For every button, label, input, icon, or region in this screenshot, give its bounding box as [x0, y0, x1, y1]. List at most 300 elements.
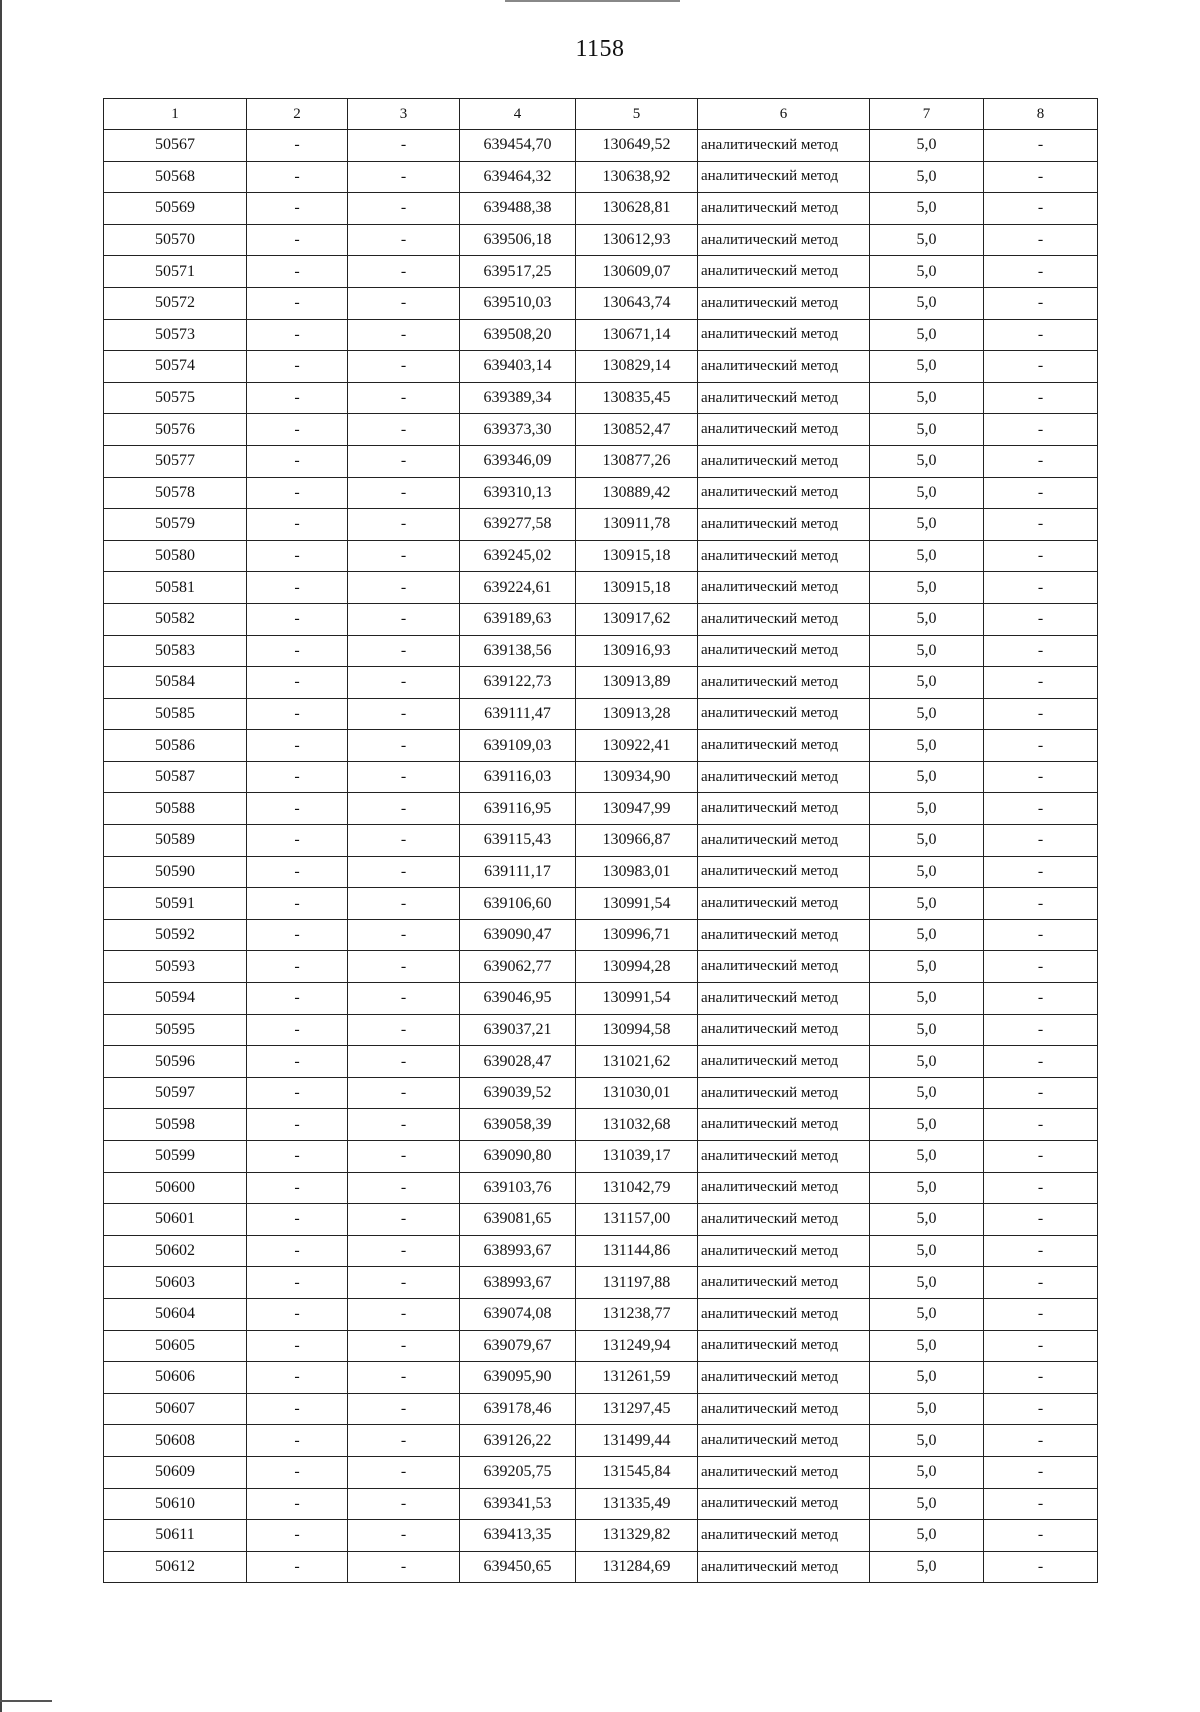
cell-col-3-value: - — [348, 1520, 460, 1552]
header-col-7: 7 — [870, 99, 984, 130]
cell-point-number: 50592 — [104, 919, 247, 951]
cell-col-2-value: - — [247, 1488, 348, 1520]
cell-y-coordinate: 130638,92 — [576, 161, 698, 193]
cell-x-coordinate: 639079,67 — [460, 1330, 576, 1362]
cell-method: аналитический метод — [698, 761, 870, 793]
cell-method: аналитический метод — [698, 1267, 870, 1299]
cell-col-8-value: - — [984, 1393, 1098, 1425]
cell-accuracy: 5,0 — [870, 256, 984, 288]
cell-col-3-value: - — [348, 572, 460, 604]
cell-col-3-value: - — [348, 130, 460, 162]
cell-accuracy: 5,0 — [870, 856, 984, 888]
cell-point-number: 50606 — [104, 1362, 247, 1394]
cell-accuracy: 5,0 — [870, 1456, 984, 1488]
cell-method: аналитический метод — [698, 319, 870, 351]
cell-point-number: 50574 — [104, 351, 247, 383]
cell-x-coordinate: 639062,77 — [460, 951, 576, 983]
cell-y-coordinate: 131157,00 — [576, 1204, 698, 1236]
cell-col-3-value: - — [348, 477, 460, 509]
cell-col-8-value: - — [984, 667, 1098, 699]
cell-accuracy: 5,0 — [870, 983, 984, 1015]
cell-col-2-value: - — [247, 193, 348, 225]
cell-y-coordinate: 131144,86 — [576, 1235, 698, 1267]
cell-col-2-value: - — [247, 509, 348, 541]
cell-col-2-value: - — [247, 287, 348, 319]
cell-point-number: 50572 — [104, 287, 247, 319]
cell-method: аналитический метод — [698, 1172, 870, 1204]
cell-col-2-value: - — [247, 888, 348, 920]
cell-col-3-value: - — [348, 1298, 460, 1330]
cell-y-coordinate: 130671,14 — [576, 319, 698, 351]
cell-y-coordinate: 130911,78 — [576, 509, 698, 541]
cell-col-8-value: - — [984, 351, 1098, 383]
cell-col-3-value: - — [348, 1109, 460, 1141]
cell-accuracy: 5,0 — [870, 1204, 984, 1236]
cell-point-number: 50585 — [104, 698, 247, 730]
table-row — [104, 319, 1098, 351]
cell-point-number: 50575 — [104, 382, 247, 414]
cell-col-8-value: - — [984, 161, 1098, 193]
cell-x-coordinate: 639508,20 — [460, 319, 576, 351]
header-col-8: 8 — [984, 99, 1098, 130]
cell-col-2-value: - — [247, 1235, 348, 1267]
cell-x-coordinate: 639277,58 — [460, 509, 576, 541]
cell-x-coordinate: 639103,76 — [460, 1172, 576, 1204]
cell-y-coordinate: 130877,26 — [576, 445, 698, 477]
cell-y-coordinate: 130649,52 — [576, 130, 698, 162]
cell-col-2-value: - — [247, 414, 348, 446]
cell-point-number: 50587 — [104, 761, 247, 793]
cell-x-coordinate: 639178,46 — [460, 1393, 576, 1425]
cell-accuracy: 5,0 — [870, 825, 984, 857]
cell-col-8-value: - — [984, 1362, 1098, 1394]
cell-col-8-value: - — [984, 983, 1098, 1015]
table-row — [104, 1551, 1098, 1583]
cell-point-number: 50605 — [104, 1330, 247, 1362]
cell-x-coordinate: 639090,47 — [460, 919, 576, 951]
cell-accuracy: 5,0 — [870, 1267, 984, 1299]
cell-point-number: 50595 — [104, 1014, 247, 1046]
table-row — [104, 698, 1098, 730]
cell-col-3-value: - — [348, 1551, 460, 1583]
cell-y-coordinate: 130994,58 — [576, 1014, 698, 1046]
cell-method: аналитический метод — [698, 477, 870, 509]
cell-point-number: 50578 — [104, 477, 247, 509]
cell-accuracy: 5,0 — [870, 951, 984, 983]
cell-y-coordinate: 131545,84 — [576, 1456, 698, 1488]
cell-accuracy: 5,0 — [870, 793, 984, 825]
cell-y-coordinate: 130947,99 — [576, 793, 698, 825]
cell-method: аналитический метод — [698, 1077, 870, 1109]
table-row — [104, 1488, 1098, 1520]
cell-col-3-value: - — [348, 256, 460, 288]
cell-method: аналитический метод — [698, 1362, 870, 1394]
table-row — [104, 256, 1098, 288]
table-row — [104, 793, 1098, 825]
cell-col-2-value: - — [247, 856, 348, 888]
table-row — [104, 130, 1098, 162]
cell-accuracy: 5,0 — [870, 1109, 984, 1141]
cell-accuracy: 5,0 — [870, 1077, 984, 1109]
cell-col-2-value: - — [247, 730, 348, 762]
cell-col-8-value: - — [984, 1330, 1098, 1362]
cell-col-3-value: - — [348, 1425, 460, 1457]
cell-y-coordinate: 131335,49 — [576, 1488, 698, 1520]
cell-x-coordinate: 639126,22 — [460, 1425, 576, 1457]
cell-x-coordinate: 639245,02 — [460, 540, 576, 572]
cell-accuracy: 5,0 — [870, 414, 984, 446]
cell-col-2-value: - — [247, 635, 348, 667]
header-col-5: 5 — [576, 99, 698, 130]
cell-x-coordinate: 639046,95 — [460, 983, 576, 1015]
cell-y-coordinate: 130612,93 — [576, 224, 698, 256]
cell-y-coordinate: 130996,71 — [576, 919, 698, 951]
cell-method: аналитический метод — [698, 730, 870, 762]
cell-y-coordinate: 131197,88 — [576, 1267, 698, 1299]
cell-col-2-value: - — [247, 1425, 348, 1457]
cell-method: аналитический метод — [698, 130, 870, 162]
cell-col-8-value: - — [984, 1204, 1098, 1236]
table-row — [104, 1235, 1098, 1267]
cell-method: аналитический метод — [698, 1488, 870, 1520]
header-col-2: 2 — [247, 99, 348, 130]
cell-accuracy: 5,0 — [870, 919, 984, 951]
cell-x-coordinate: 639346,09 — [460, 445, 576, 477]
table-row — [104, 856, 1098, 888]
cell-col-2-value: - — [247, 572, 348, 604]
cell-col-8-value: - — [984, 1235, 1098, 1267]
cell-col-2-value: - — [247, 256, 348, 288]
cell-x-coordinate: 639116,95 — [460, 793, 576, 825]
cell-y-coordinate: 130991,54 — [576, 983, 698, 1015]
cell-col-2-value: - — [247, 1298, 348, 1330]
table-row — [104, 193, 1098, 225]
table-row — [104, 888, 1098, 920]
cell-col-3-value: - — [348, 1014, 460, 1046]
cell-x-coordinate: 639039,52 — [460, 1077, 576, 1109]
cell-col-2-value: - — [247, 1456, 348, 1488]
cell-col-2-value: - — [247, 1267, 348, 1299]
cell-col-2-value: - — [247, 1141, 348, 1173]
cell-y-coordinate: 130991,54 — [576, 888, 698, 920]
cell-col-3-value: - — [348, 1204, 460, 1236]
table-row — [104, 382, 1098, 414]
cell-accuracy: 5,0 — [870, 287, 984, 319]
cell-col-2-value: - — [247, 951, 348, 983]
table-row — [104, 161, 1098, 193]
cell-y-coordinate: 130852,47 — [576, 414, 698, 446]
cell-accuracy: 5,0 — [870, 445, 984, 477]
table-row — [104, 603, 1098, 635]
cell-y-coordinate: 130922,41 — [576, 730, 698, 762]
cell-method: аналитический метод — [698, 287, 870, 319]
cell-accuracy: 5,0 — [870, 572, 984, 604]
scan-edge-top — [505, 0, 680, 2]
table-row — [104, 287, 1098, 319]
cell-col-8-value: - — [984, 414, 1098, 446]
page-number: 1158 — [575, 36, 625, 62]
table-row — [104, 1520, 1098, 1552]
cell-x-coordinate: 639506,18 — [460, 224, 576, 256]
cell-col-8-value: - — [984, 1456, 1098, 1488]
cell-x-coordinate: 639341,53 — [460, 1488, 576, 1520]
cell-col-8-value: - — [984, 540, 1098, 572]
cell-col-3-value: - — [348, 1141, 460, 1173]
cell-col-8-value: - — [984, 256, 1098, 288]
cell-point-number: 50599 — [104, 1141, 247, 1173]
cell-accuracy: 5,0 — [870, 1488, 984, 1520]
cell-y-coordinate: 130835,45 — [576, 382, 698, 414]
cell-col-8-value: - — [984, 509, 1098, 541]
cell-method: аналитический метод — [698, 1141, 870, 1173]
cell-x-coordinate: 639310,13 — [460, 477, 576, 509]
cell-col-2-value: - — [247, 1109, 348, 1141]
cell-col-8-value: - — [984, 382, 1098, 414]
cell-accuracy: 5,0 — [870, 540, 984, 572]
header-col-3: 3 — [348, 99, 460, 130]
cell-x-coordinate: 639510,03 — [460, 287, 576, 319]
cell-col-3-value: - — [348, 224, 460, 256]
cell-accuracy: 5,0 — [870, 603, 984, 635]
cell-method: аналитический метод — [698, 667, 870, 699]
cell-accuracy: 5,0 — [870, 1520, 984, 1552]
cell-y-coordinate: 130916,93 — [576, 635, 698, 667]
cell-col-3-value: - — [348, 635, 460, 667]
cell-col-8-value: - — [984, 825, 1098, 857]
cell-point-number: 50583 — [104, 635, 247, 667]
table-row — [104, 1298, 1098, 1330]
table-row — [104, 1172, 1098, 1204]
cell-x-coordinate: 639109,03 — [460, 730, 576, 762]
cell-col-8-value: - — [984, 603, 1098, 635]
cell-col-2-value: - — [247, 477, 348, 509]
cell-accuracy: 5,0 — [870, 319, 984, 351]
cell-col-2-value: - — [247, 445, 348, 477]
cell-col-2-value: - — [247, 1077, 348, 1109]
cell-col-8-value: - — [984, 1172, 1098, 1204]
cell-y-coordinate: 131249,94 — [576, 1330, 698, 1362]
cell-col-2-value: - — [247, 983, 348, 1015]
cell-col-2-value: - — [247, 351, 348, 383]
cell-method: аналитический метод — [698, 445, 870, 477]
cell-x-coordinate: 639138,56 — [460, 635, 576, 667]
cell-col-8-value: - — [984, 224, 1098, 256]
cell-x-coordinate: 639122,73 — [460, 667, 576, 699]
cell-y-coordinate: 131032,68 — [576, 1109, 698, 1141]
cell-col-2-value: - — [247, 1330, 348, 1362]
cell-col-3-value: - — [348, 509, 460, 541]
cell-x-coordinate: 638993,67 — [460, 1267, 576, 1299]
cell-accuracy: 5,0 — [870, 1425, 984, 1457]
cell-y-coordinate: 130628,81 — [576, 193, 698, 225]
cell-col-8-value: - — [984, 1267, 1098, 1299]
cell-col-2-value: - — [247, 793, 348, 825]
cell-col-8-value: - — [984, 1520, 1098, 1552]
table-row — [104, 919, 1098, 951]
table-row — [104, 761, 1098, 793]
cell-point-number: 50569 — [104, 193, 247, 225]
cell-y-coordinate: 131329,82 — [576, 1520, 698, 1552]
cell-x-coordinate: 639464,32 — [460, 161, 576, 193]
cell-col-3-value: - — [348, 319, 460, 351]
table-row — [104, 1425, 1098, 1457]
cell-method: аналитический метод — [698, 414, 870, 446]
cell-col-3-value: - — [348, 761, 460, 793]
cell-col-3-value: - — [348, 1330, 460, 1362]
cell-point-number: 50604 — [104, 1298, 247, 1330]
cell-col-3-value: - — [348, 1046, 460, 1078]
cell-point-number: 50610 — [104, 1488, 247, 1520]
cell-y-coordinate: 130983,01 — [576, 856, 698, 888]
cell-y-coordinate: 130934,90 — [576, 761, 698, 793]
cell-accuracy: 5,0 — [870, 382, 984, 414]
cell-y-coordinate: 131297,45 — [576, 1393, 698, 1425]
cell-accuracy: 5,0 — [870, 1393, 984, 1425]
table-row — [104, 572, 1098, 604]
cell-col-2-value: - — [247, 1046, 348, 1078]
cell-accuracy: 5,0 — [870, 224, 984, 256]
cell-method: аналитический метод — [698, 951, 870, 983]
cell-accuracy: 5,0 — [870, 1551, 984, 1583]
cell-method: аналитический метод — [698, 825, 870, 857]
table-row — [104, 1109, 1098, 1141]
cell-col-3-value: - — [348, 919, 460, 951]
cell-method: аналитический метод — [698, 224, 870, 256]
cell-col-3-value: - — [348, 730, 460, 762]
cell-accuracy: 5,0 — [870, 761, 984, 793]
cell-method: аналитический метод — [698, 256, 870, 288]
cell-col-2-value: - — [247, 1204, 348, 1236]
cell-point-number: 50611 — [104, 1520, 247, 1552]
cell-method: аналитический метод — [698, 1393, 870, 1425]
cell-col-3-value: - — [348, 382, 460, 414]
cell-col-3-value: - — [348, 1456, 460, 1488]
cell-col-8-value: - — [984, 919, 1098, 951]
cell-col-2-value: - — [247, 540, 348, 572]
cell-x-coordinate: 639081,65 — [460, 1204, 576, 1236]
cell-col-3-value: - — [348, 351, 460, 383]
header-col-4: 4 — [460, 99, 576, 130]
cell-point-number: 50577 — [104, 445, 247, 477]
cell-y-coordinate: 130643,74 — [576, 287, 698, 319]
table-row — [104, 351, 1098, 383]
cell-accuracy: 5,0 — [870, 888, 984, 920]
cell-accuracy: 5,0 — [870, 1014, 984, 1046]
cell-accuracy: 5,0 — [870, 1235, 984, 1267]
cell-accuracy: 5,0 — [870, 1172, 984, 1204]
cell-accuracy: 5,0 — [870, 1046, 984, 1078]
cell-method: аналитический метод — [698, 1520, 870, 1552]
table-row — [104, 224, 1098, 256]
cell-col-8-value: - — [984, 287, 1098, 319]
table-row — [104, 635, 1098, 667]
cell-col-3-value: - — [348, 603, 460, 635]
cell-col-8-value: - — [984, 572, 1098, 604]
cell-method: аналитический метод — [698, 572, 870, 604]
cell-col-3-value: - — [348, 825, 460, 857]
cell-col-8-value: - — [984, 761, 1098, 793]
cell-accuracy: 5,0 — [870, 698, 984, 730]
cell-x-coordinate: 639189,63 — [460, 603, 576, 635]
cell-point-number: 50607 — [104, 1393, 247, 1425]
cell-point-number: 50579 — [104, 509, 247, 541]
cell-col-8-value: - — [984, 730, 1098, 762]
cell-x-coordinate: 638993,67 — [460, 1235, 576, 1267]
cell-point-number: 50582 — [104, 603, 247, 635]
cell-method: аналитический метод — [698, 1014, 870, 1046]
cell-point-number: 50570 — [104, 224, 247, 256]
table-row — [104, 825, 1098, 857]
cell-point-number: 50608 — [104, 1425, 247, 1457]
cell-col-2-value: - — [247, 919, 348, 951]
cell-col-3-value: - — [348, 667, 460, 699]
cell-col-2-value: - — [247, 825, 348, 857]
header-col-6: 6 — [698, 99, 870, 130]
cell-col-2-value: - — [247, 698, 348, 730]
cell-col-8-value: - — [984, 888, 1098, 920]
table-row — [104, 1393, 1098, 1425]
cell-col-8-value: - — [984, 477, 1098, 509]
cell-col-2-value: - — [247, 161, 348, 193]
cell-method: аналитический метод — [698, 1298, 870, 1330]
cell-col-3-value: - — [348, 983, 460, 1015]
cell-y-coordinate: 131284,69 — [576, 1551, 698, 1583]
cell-point-number: 50580 — [104, 540, 247, 572]
cell-col-3-value: - — [348, 1488, 460, 1520]
cell-x-coordinate: 639373,30 — [460, 414, 576, 446]
cell-method: аналитический метод — [698, 351, 870, 383]
cell-method: аналитический метод — [698, 635, 870, 667]
cell-method: аналитический метод — [698, 1425, 870, 1457]
cell-accuracy: 5,0 — [870, 161, 984, 193]
cell-col-2-value: - — [247, 1520, 348, 1552]
cell-method: аналитический метод — [698, 1204, 870, 1236]
cell-method: аналитический метод — [698, 888, 870, 920]
cell-x-coordinate: 639389,34 — [460, 382, 576, 414]
cell-accuracy: 5,0 — [870, 351, 984, 383]
table-row — [104, 951, 1098, 983]
cell-y-coordinate: 131261,59 — [576, 1362, 698, 1394]
cell-col-3-value: - — [348, 1235, 460, 1267]
cell-x-coordinate: 639450,65 — [460, 1551, 576, 1583]
cell-col-3-value: - — [348, 161, 460, 193]
cell-x-coordinate: 639224,61 — [460, 572, 576, 604]
cell-col-2-value: - — [247, 761, 348, 793]
cell-col-8-value: - — [984, 1141, 1098, 1173]
header-row — [104, 99, 1098, 130]
cell-col-8-value: - — [984, 445, 1098, 477]
cell-point-number: 50568 — [104, 161, 247, 193]
cell-col-3-value: - — [348, 1172, 460, 1204]
cell-col-3-value: - — [348, 1267, 460, 1299]
cell-col-2-value: - — [247, 603, 348, 635]
cell-col-3-value: - — [348, 1393, 460, 1425]
cell-x-coordinate: 639111,17 — [460, 856, 576, 888]
cell-point-number: 50598 — [104, 1109, 247, 1141]
cell-point-number: 50597 — [104, 1077, 247, 1109]
cell-method: аналитический метод — [698, 382, 870, 414]
table-row — [104, 477, 1098, 509]
table-row — [104, 1077, 1098, 1109]
cell-point-number: 50588 — [104, 793, 247, 825]
cell-col-3-value: - — [348, 287, 460, 319]
table-row — [104, 667, 1098, 699]
cell-y-coordinate: 130915,18 — [576, 540, 698, 572]
cell-method: аналитический метод — [698, 1109, 870, 1141]
cell-col-3-value: - — [348, 1362, 460, 1394]
cell-method: аналитический метод — [698, 1456, 870, 1488]
cell-accuracy: 5,0 — [870, 730, 984, 762]
